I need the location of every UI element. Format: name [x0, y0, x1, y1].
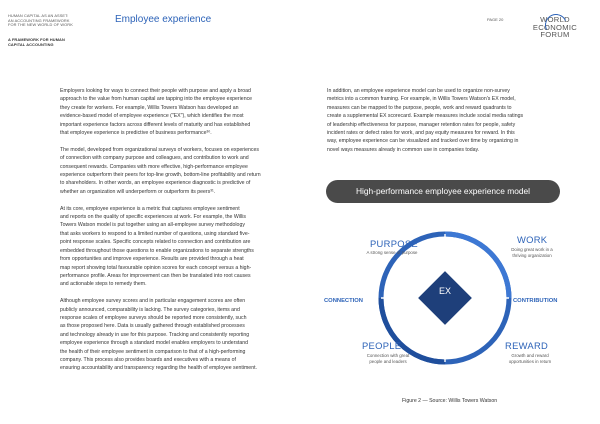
text-line: company. This process also provides boards and executives with a means of [60, 356, 236, 363]
text-line: the health of their employee sentiment in comparison to that of a high-performing [60, 348, 246, 355]
body-paragraph [60, 205, 282, 289]
figure-caption: Figure 2 — Source: Willis Towers Watson [402, 398, 498, 404]
people-description [348, 353, 428, 364]
text-line: they create for workers. For example, Willis Towers Watson has developed an [60, 104, 239, 111]
series-line: HUMAN CAPITAL AS AN ASSET: [8, 13, 69, 18]
text-line: of leadership effectiveness for purpose, manager retention rates for people, safety [327, 121, 516, 128]
people-desc-line: Connection with great [366, 353, 410, 358]
ex-model-figure [320, 212, 570, 392]
logo-line: WORLD [540, 15, 570, 24]
text-line: Employers looking for ways to connect their people with purpose and apply a broad [60, 88, 251, 94]
text-line: Although employee survey scores and in particular engagement scores are often [60, 298, 246, 305]
work-label: WORK [517, 234, 548, 245]
subtitle-line: CAPITAL ACCOUNTING [8, 41, 54, 47]
text-line: map report showing total favourable opinion scores for each concept versus a high- [60, 264, 252, 271]
series-line: FOR THE NEW WORLD OF WORK [8, 22, 73, 28]
text-line: At its core, employee experience is a metric that captures employee sentiment [60, 205, 240, 212]
work-desc-line: thriving organization [512, 252, 552, 258]
text-line: and actionable steps to remedy them. [60, 281, 147, 288]
left-column [60, 87, 282, 381]
body-paragraph [327, 87, 559, 154]
contribution-label: CONTRIBUTION [513, 298, 558, 304]
text-line: that employee experience is predictive of business performance³⁰. [60, 130, 212, 137]
text-line: ensuring accountability and transparency regarding the health of employee sentiment. [60, 365, 257, 372]
reward-desc-line: Growth and reward [511, 353, 549, 358]
reward-desc-line: opportunities in return [508, 358, 552, 364]
text-line: create a supplemental EX scorecard. Example measures include social media ratings [327, 113, 524, 120]
text-line: that asks workers to respond to a limited number of questions, using standard five- [60, 230, 250, 237]
text-line: response scales of employee surveys should be reported more consistently, such [60, 314, 247, 321]
logo-line: FORUM [540, 30, 570, 40]
text-line: measures can be mapped to the purpose, people, work and reward quadrants to [327, 104, 512, 111]
text-line: point response scales. Specific concepts related to connection and contribution are [60, 239, 251, 246]
text-line: publicly announced, comparability is lacking. The survey categories, items and [60, 306, 240, 313]
text-line: consequent rewards. Companies with more effective, high-performance employee [60, 163, 248, 170]
people-label: PEOPLE [362, 340, 402, 351]
wef-logo [529, 16, 581, 39]
text-line: incident rates or defect rates for work, and pay equity measures for reward. In this [327, 130, 515, 137]
text-line: In addition, an employee experience model can be used to organize non-survey [327, 88, 510, 94]
body-paragraph [60, 146, 282, 196]
center-diamond [418, 271, 472, 325]
text-line: approach to the value from human capital are tapping into the employee experience [60, 96, 253, 103]
purpose-label: PURPOSE [370, 238, 418, 249]
right-column [327, 87, 559, 163]
purpose-description: A strong sense of purpose [366, 250, 418, 255]
text-line: important experience factors across different levels of maturity and has established [60, 121, 251, 128]
document-series-title [8, 14, 73, 28]
work-desc-line: Doing great work in a [511, 247, 553, 252]
model-banner: High-performance employee experience model [326, 180, 560, 203]
subtitle-line: A FRAMEWORK FOR HUMAN [8, 37, 65, 42]
text-line: from opportunities and improve experience. Results are provided through a heat [60, 256, 244, 263]
text-line: to shareholders. In other words, an employee experience diagnostic is predictive of [60, 180, 251, 187]
text-line: The model, developed from organizational surveys of workers, focuses on experiences [60, 146, 259, 153]
body-paragraph [60, 87, 282, 137]
work-description [498, 247, 566, 258]
body-paragraph [60, 297, 282, 373]
text-line: Towers Watson model is put together using an all-employee survey methodology [60, 222, 245, 229]
text-line: employee experience through a standard model enables employers to understand [60, 340, 249, 347]
document-subtitle [8, 38, 65, 47]
text-line: metrics into a common framing. For example, in Willis Towers Watson's EX model, [327, 96, 516, 103]
series-line: AN ACCOUNTING FRAMEWORK [8, 17, 70, 23]
text-line: novel ways measures already in common use in companies today. [327, 146, 480, 153]
text-line: evidence-based model of employee experience ("EX"), which identifies the most [60, 113, 244, 120]
page-title: Employee experience [115, 14, 212, 25]
reward-description [492, 353, 568, 364]
text-line: experience outperform their peers for top-line growth, bottom-line profitability and return [60, 172, 261, 179]
center-label: EX [438, 286, 451, 296]
connection-label: CONNECTION [324, 298, 363, 304]
text-line: way, employee experience can be visualized and tracked over time by organizing in [327, 138, 519, 145]
text-line: embedded throughout those questions to enable organizations to separate strengths [60, 247, 254, 254]
text-line: whether an organization will underperform or outperform its peers³¹. [60, 188, 216, 195]
text-line: of connection with company purpose and colleagues, and contribution to work and [60, 155, 249, 162]
logo-line: ECONOMIC [532, 22, 578, 32]
people-desc-line: people and leaders [369, 358, 407, 364]
text-line: and reports on the quality of specific experiences at work. For example, the Willis [60, 214, 246, 221]
text-line: and technology already in use for this purpose. Tracking and consistently reporting [60, 331, 250, 338]
page-number: PAGE 20 [487, 17, 504, 22]
text-line: performance profile. Areas for improvement can then be translated into root causes [60, 272, 251, 279]
reward-label: REWARD [505, 340, 549, 351]
text-line: as those proposed here. Data is usually gathered through established processes [60, 323, 245, 330]
